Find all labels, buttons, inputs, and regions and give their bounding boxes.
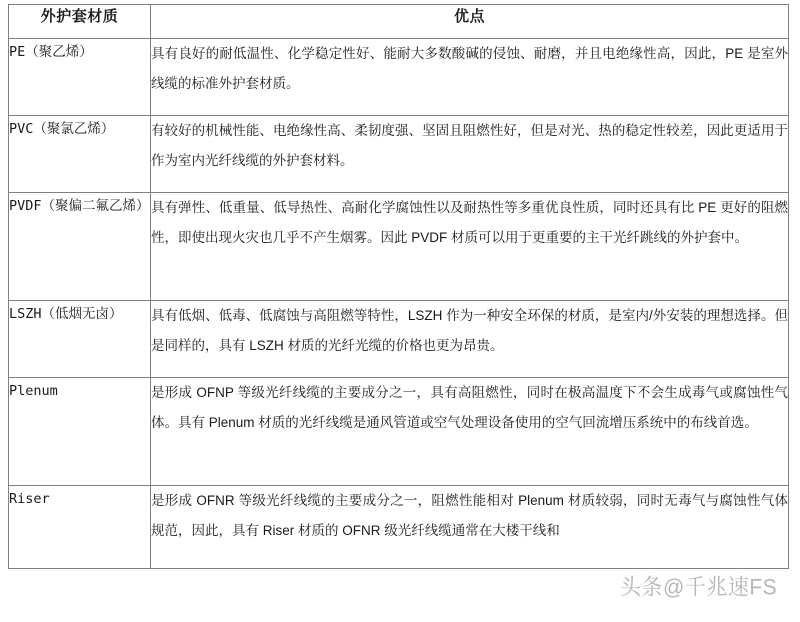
cell-advantage: 是形成 OFNP 等级光纤线缆的主要成分之一，具有高阻燃性，同时在极高温度下不会生成毒气或腐蚀性气体。具有 Plenum 材质的光纤线缆是通风管道或空气处理设备使用的空气回流增压系统中的布线首选。 — [151, 378, 789, 486]
table-row — [9, 116, 789, 193]
document-page — [8, 4, 788, 614]
table-row — [9, 39, 789, 116]
table-header-row — [9, 5, 789, 39]
column-header-advantage: 优点 — [151, 5, 789, 39]
table-row — [9, 193, 789, 301]
cell-material: Plenum — [9, 378, 151, 486]
table-row — [9, 486, 789, 569]
table-body — [9, 39, 789, 569]
cell-material: PE（聚乙烯） — [9, 39, 151, 116]
cell-advantage: 具有低烟、低毒、低腐蚀与高阻燃等特性，LSZH 作为一种安全环保的材质，是室内/外安装的理想选择。但是同样的，具有 LSZH 材质的光纤光缆的价格也更为昂贵。 — [151, 301, 789, 378]
column-header-material: 外护套材质 — [9, 5, 151, 39]
cell-advantage: 具有良好的耐低温性、化学稳定性好、能耐大多数酸碱的侵蚀、耐磨，并且电绝缘性高，因此，PE 是室外线缆的标准外护套材质。 — [151, 39, 789, 116]
table-row — [9, 378, 789, 486]
table-header — [9, 5, 789, 39]
cell-advantage: 有较好的机械性能、电绝缘性高、柔韧度强、坚固且阻燃性好，但是对光、热的稳定性较差，因此更适用于作为室内光纤线缆的外护套材料。 — [151, 116, 789, 193]
cell-advantage: 是形成 OFNR 等级光纤线缆的主要成分之一，阻燃性能相对 Plenum 材质较弱，同时无毒气与腐蚀性气体规范，因此，具有 Riser 材质的 OFNR 级光纤线缆通常在大楼干线和 — [151, 486, 789, 569]
table-row — [9, 301, 789, 378]
jacket-material-table — [8, 4, 789, 569]
cell-material: PVC（聚氯乙烯） — [9, 116, 151, 193]
cell-advantage: 具有弹性、低重量、低导热性、高耐化学腐蚀性以及耐热性等多重优良性质，同时还具有比 PE 更好的阻燃性，即使出现火灾也几乎不产生烟雾。因此 PVDF 材质可以用于更重要的主干光纤跳线的外护套中。 — [151, 193, 789, 301]
cell-material: PVDF（聚偏二氟乙烯） — [9, 193, 151, 301]
cell-material: LSZH（低烟无卤） — [9, 301, 151, 378]
cell-material: Riser — [9, 486, 151, 569]
watermark-overlay: 头条@千兆速FS — [620, 575, 778, 600]
